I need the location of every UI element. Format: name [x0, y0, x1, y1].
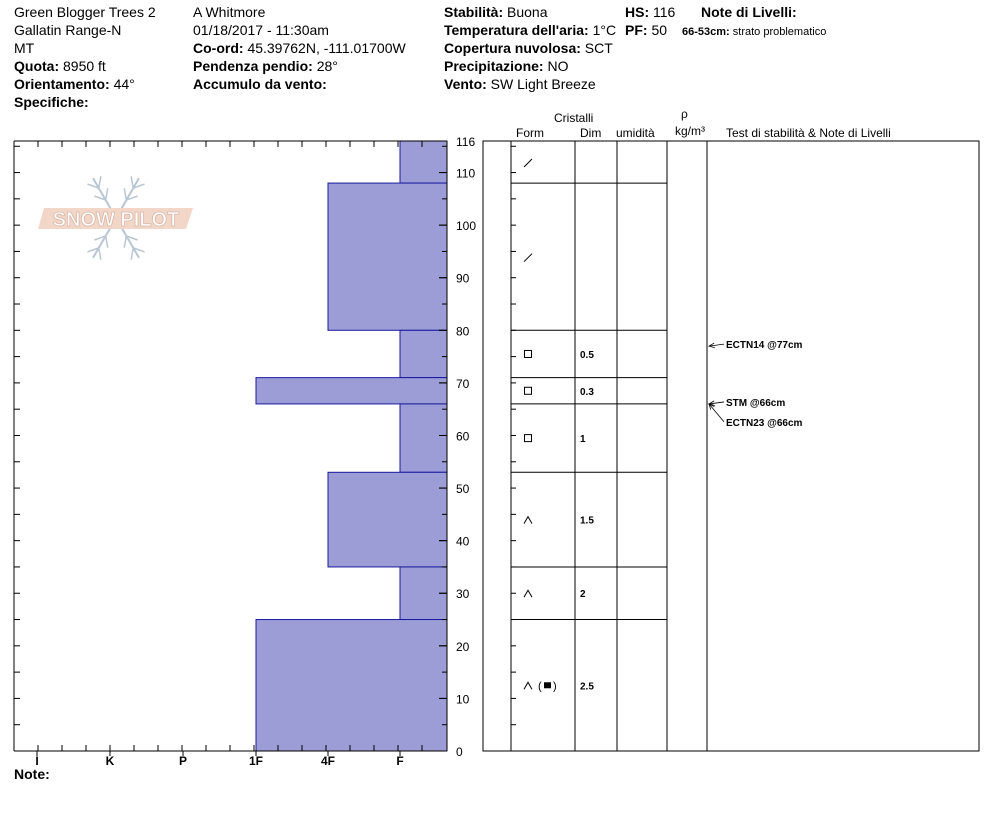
layer-note-text: strato problematico	[732, 26, 827, 38]
layer-table	[447, 141, 979, 751]
hardness-bar	[328, 183, 447, 330]
precip-label: Precipitazione:	[444, 58, 544, 74]
layer-notes-label: Note di Livelli:	[701, 4, 797, 20]
depth-tick-label: 90	[456, 271, 470, 286]
hardness-tick-label: K	[105, 754, 115, 768]
hardness-bar	[328, 472, 447, 567]
grain-size-label: 2	[580, 589, 586, 601]
stability-value: Buona	[507, 4, 548, 20]
hs-label: HS:	[625, 4, 650, 20]
snowflake-branch	[106, 188, 108, 200]
moisture-header: umidità	[616, 126, 655, 140]
decomposing-fragment-icon	[524, 159, 532, 167]
faceted-crystal-icon	[525, 350, 532, 357]
snowflake-branch	[131, 248, 133, 260]
snowpilot-logo	[38, 176, 193, 259]
hardness-bar	[400, 330, 447, 377]
hardness-bar	[400, 141, 447, 183]
layer-note-range: 66-53cm:	[682, 26, 730, 38]
decomposing-fragment-icon	[524, 254, 532, 262]
aspect-label: Orientamento:	[14, 76, 110, 92]
hardness-tick-label: 1F	[248, 754, 264, 768]
hardness-bar	[256, 378, 447, 404]
depth-tick-label: 70	[456, 376, 470, 391]
crystal-form-symbol	[525, 350, 532, 357]
depth-tick-label: 60	[456, 429, 470, 444]
snowflake-branch	[124, 188, 126, 200]
depth-tick-label: 80	[456, 324, 470, 339]
test-label: ECTN23 @66cm	[726, 417, 803, 429]
cloud-value: SCT	[584, 40, 613, 56]
depth-tick-label: 40	[456, 534, 470, 549]
hardness-tick-label: F	[396, 754, 404, 768]
wind-loading-label: Accumulo da vento:	[193, 76, 327, 92]
crystals-header: Cristalli	[554, 111, 594, 125]
grain-size-label: 1	[580, 434, 586, 446]
paren-close: )	[553, 680, 557, 693]
crystal-form-symbol	[524, 159, 532, 167]
pf-value: 50	[651, 22, 668, 38]
hardness-bar	[256, 620, 447, 751]
crystal-form-symbol	[525, 435, 532, 442]
snowflake-branch	[106, 236, 108, 248]
precip-value: NO	[547, 58, 569, 74]
air-temp-label: Temperatura dell'aria:	[444, 22, 589, 38]
depth-tick-label: 20	[456, 639, 470, 654]
observer-name: A Whitmore	[193, 4, 266, 20]
stability-tests	[709, 340, 803, 429]
hardness-tick-label: I	[35, 754, 39, 768]
wind-label: Vento:	[444, 76, 487, 92]
depth-tick-label: 50	[456, 482, 470, 497]
air-temp-value: 1°C	[592, 22, 617, 38]
crystal-form-symbol	[524, 680, 557, 692]
test-label: STM @66cm	[726, 397, 786, 409]
cloud-label: Copertura nuvolosa:	[444, 40, 581, 56]
test-arrow-line	[709, 404, 724, 422]
slope-value: 28°	[316, 58, 338, 74]
depth-hoar-icon	[524, 682, 532, 689]
test-label: ECTN14 @77cm	[726, 340, 803, 352]
depth-hoar-icon	[524, 517, 532, 524]
hardness-tick-label: 4F	[320, 754, 336, 768]
aspect-value: 44°	[113, 76, 135, 92]
snowflake-branch	[99, 248, 101, 260]
snowflake-branch	[124, 236, 126, 248]
depth-tick-label: 10	[456, 692, 470, 707]
depth-tick-label: 0	[456, 745, 463, 759]
state-name: MT	[14, 40, 35, 56]
coord-label: Co-ord:	[193, 40, 244, 56]
faceted-solid-icon	[544, 682, 551, 688]
snowflake-branch	[131, 176, 133, 188]
snowflake-branch	[99, 176, 101, 188]
faceted-crystal-icon	[525, 435, 532, 442]
crystal-form-symbol	[525, 387, 532, 394]
grain-size-label: 2.5	[580, 681, 594, 693]
form-header: Form	[516, 126, 544, 140]
logo-text: SNOW PILOT	[52, 209, 180, 231]
wind-value: SW Light Breeze	[490, 76, 596, 92]
density-unit: kg/m³	[675, 124, 705, 138]
range-name: Gallatin Range-N	[14, 22, 122, 38]
grain-size-label: 1.5	[580, 515, 594, 527]
crystal-form-symbol	[524, 517, 532, 524]
hardness-bar	[400, 404, 447, 472]
size-header: Dim	[580, 126, 602, 140]
hs-value: 116	[653, 4, 676, 20]
table-border	[483, 141, 979, 751]
specifics-label: Specifiche:	[14, 94, 89, 110]
depth-tick-label: 110	[456, 166, 476, 181]
crystal-form-symbol	[524, 590, 532, 597]
depth-tick-label: 100	[456, 219, 477, 234]
paren-open: (	[538, 680, 542, 693]
elevation-value: 8950 ft	[63, 58, 106, 74]
crystal-form-symbol	[524, 254, 532, 262]
stability-label: Stabilità:	[444, 4, 504, 20]
site-name: Green Blogger Trees 2	[14, 4, 156, 20]
grain-size-label: 0.3	[580, 386, 594, 398]
pf-label: PF:	[625, 22, 648, 38]
depth-tick-label: 116	[456, 135, 476, 149]
depth-hoar-icon	[524, 590, 532, 597]
hardness-bars	[256, 141, 447, 751]
faceted-crystal-icon	[525, 387, 532, 394]
density-symbol: ρ	[681, 107, 688, 121]
coord-value: 45.39762N, -111.01700W	[247, 40, 406, 56]
tests-header: Test di stabilità & Note di Livelli	[726, 126, 891, 140]
elevation-label: Quota:	[14, 58, 60, 74]
grain-size-label: 0.5	[580, 349, 594, 361]
depth-tick-label: 30	[456, 587, 470, 602]
hardness-tick-label: P	[178, 754, 188, 768]
notes-label: Note:	[14, 766, 50, 782]
observation-datetime: 01/18/2017 - 11:30am	[193, 22, 329, 38]
slope-label: Pendenza pendio:	[193, 58, 313, 74]
